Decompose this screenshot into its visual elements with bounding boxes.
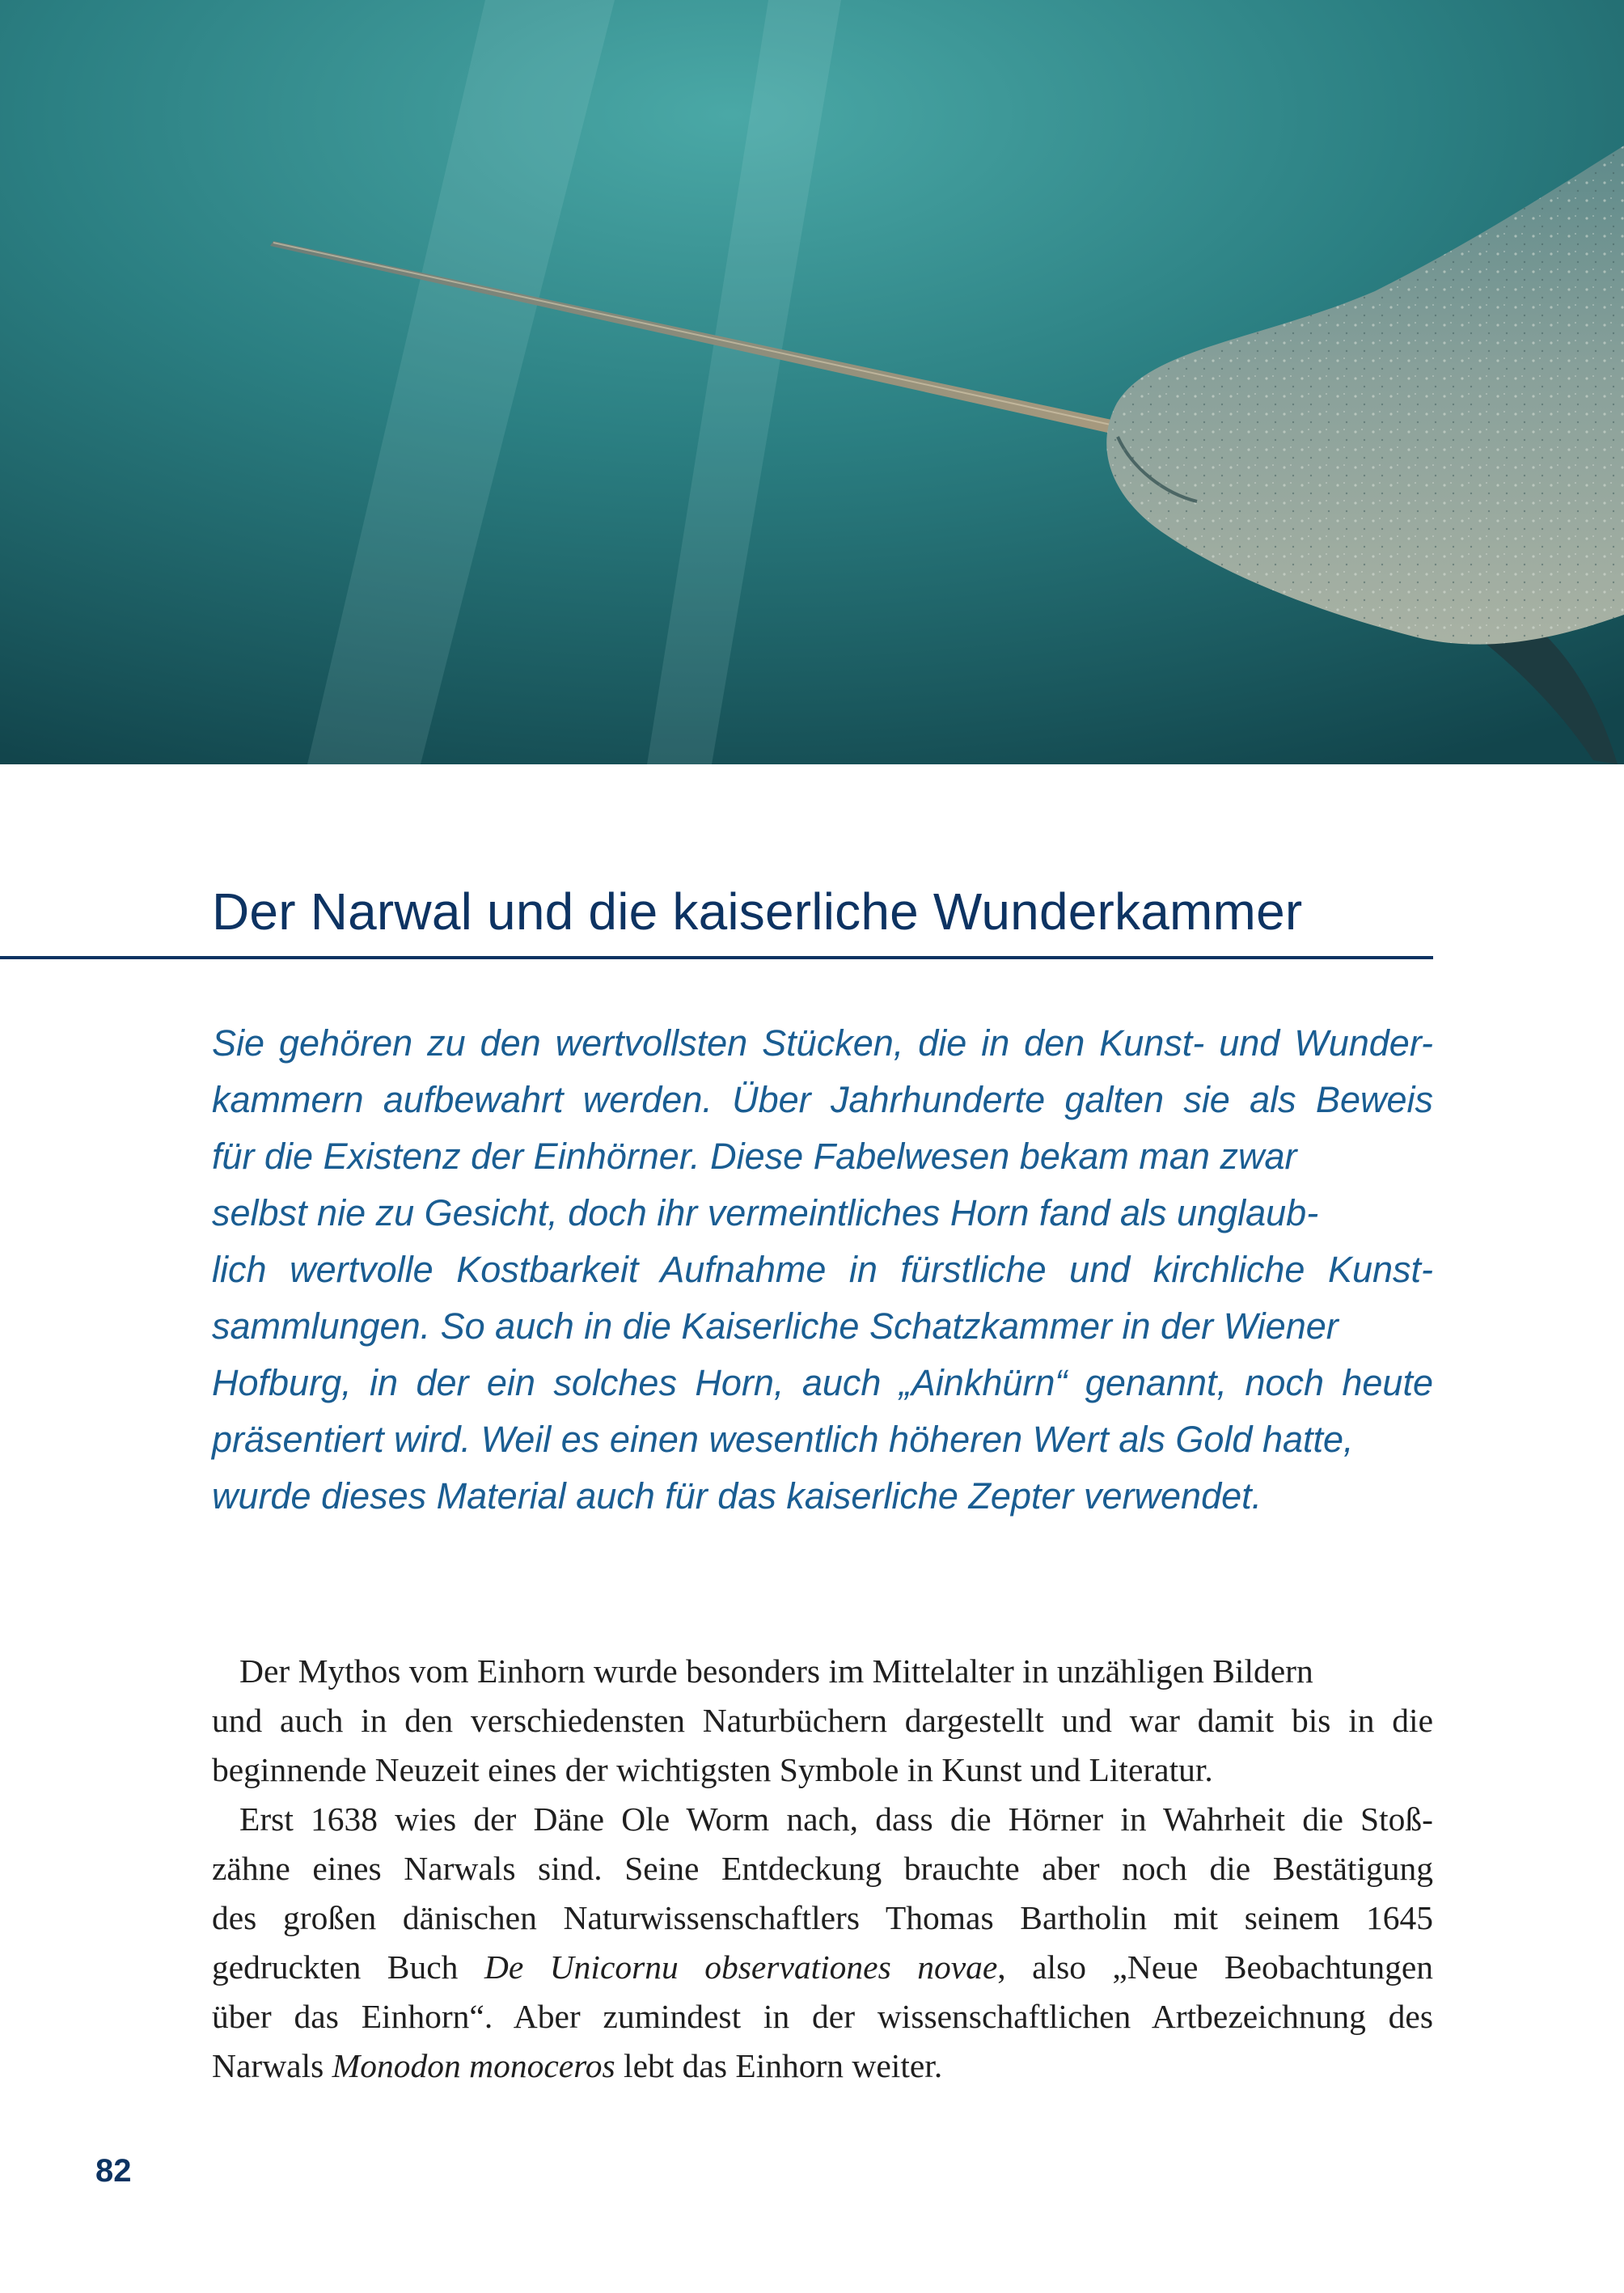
body-line: zähne eines Narwals sind. Seine Entdeckung brauchte aber noch die Bestätigung [212, 1850, 1433, 1887]
lead-line: selbst nie zu Gesicht, doch ihr vermeintliches Horn fand als unglaub- [212, 1192, 1319, 1233]
body-line: des großen dänischen Naturwissenschaftlers Thomas Bartholin mit seinem 1645 [212, 1899, 1433, 1936]
lead-paragraph [212, 1015, 1433, 1525]
body-line: Der Mythos vom Einhorn wurde besonders im Mittelalter in unzähligen Bildern [239, 1652, 1313, 1690]
body-text-segment: , also „Neue Beobachtungen [997, 1948, 1433, 1986]
body-text-segment: gedruckten Buch [212, 1948, 484, 1986]
body-text [212, 1647, 1433, 2091]
body-line: beginnende Neuzeit eines der wichtigsten Symbole in Kunst und Literatur. [212, 1751, 1213, 1788]
species-name-italic: Monodon monoceros [332, 2047, 615, 2084]
body-line: Erst 1638 wies der Däne Ole Worm nach, dass die Hörner in Wahrheit die Stoß- [239, 1800, 1433, 1838]
lead-line: kammern aufbewahrt werden. Über Jahrhunderte galten sie als Beweis [212, 1079, 1433, 1120]
page-number: 82 [95, 2153, 132, 2189]
lead-line: wurde dieses Material auch für das kaiserliche Zepter verwendet. [212, 1475, 1262, 1517]
lead-line: präsentiert wird. Weil es einen wesentlich höheren Wert als Gold hatte, [212, 1419, 1354, 1460]
lead-line: für die Existenz der Einhörner. Diese Fabelwesen bekam man zwar [212, 1136, 1297, 1177]
body-text-segment: lebt das Einhorn weiter. [615, 2047, 943, 2084]
lead-line: Hofburg, in der ein solches Horn, auch „Ainkhürn“ genannt, noch heute [212, 1362, 1433, 1403]
body-line: und auch in den verschiedensten Naturbüchern dargestellt und war damit bis in die [212, 1702, 1433, 1739]
book-title-italic: De Unicornu observationes novae [484, 1948, 998, 1986]
body-line-with-italic [212, 2041, 1433, 2091]
body-text-segment: Narwals [212, 2047, 332, 2084]
body-line: über das Einhorn“. Aber zumindest in der wissenschaftlichen Artbezeichnung des [212, 1998, 1433, 2035]
title-divider [0, 956, 1433, 959]
lead-line: Sie gehören zu den wertvollsten Stücken, die in den Kunst- und Wunder- [212, 1022, 1433, 1064]
body-line-with-italic [212, 1943, 1433, 1992]
lead-line: lich wertvolle Kostbarkeit Aufnahme in fürstliche und kirchliche Kunst- [212, 1249, 1433, 1290]
hero-image [0, 0, 1624, 764]
narwhal-illustration [0, 0, 1624, 764]
chapter-title: Der Narwal und die kaiserliche Wunderkammer [212, 882, 1303, 941]
lead-line: sammlungen. So auch in die Kaiserliche Schatzkammer in der Wiener [212, 1305, 1339, 1347]
